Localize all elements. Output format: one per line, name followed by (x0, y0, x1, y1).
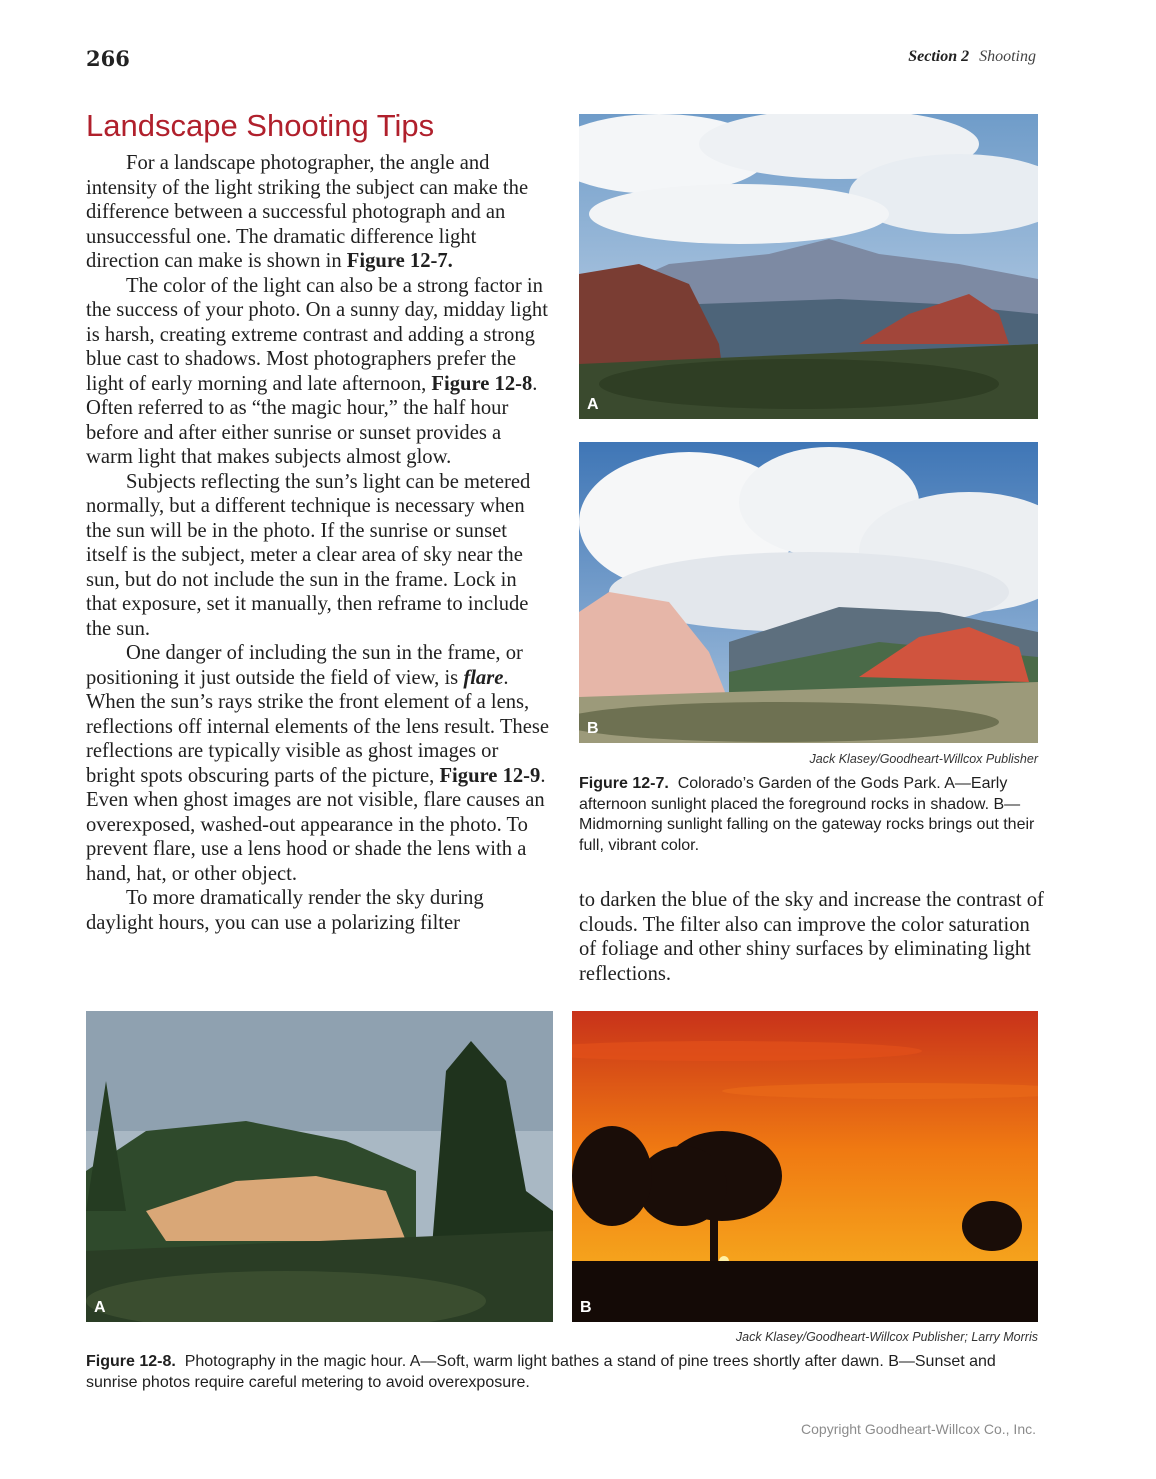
figure-12-7-label-a: A (587, 396, 599, 413)
figure-12-7-photo-b (579, 442, 1038, 743)
paragraph-2: The color of the light can also be a strong factor in the success of your photo. On a sunny day, midday light is harsh, creating extreme contrast and adding a strong blue cast to shadows. Most photographers prefer the light of early morning and late afternoon, Figure 12-8. Often referred to as “the magic hour,” the half hour before and after either sunrise or sunset provides a warm light that makes subjects almost glow. (86, 274, 548, 468)
figure-12-7-caption-title: Figure 12-7. (579, 775, 669, 792)
section-label: Section 2 (908, 48, 970, 65)
figure-ref-12-8: Figure 12-8 (431, 372, 533, 395)
figure-12-8-caption (86, 1352, 1046, 1393)
figure-12-8-credit: Jack Klasey/Goodheart-Willcox Publisher; Larry Morris (735, 1330, 1038, 1344)
figure-12-8-label-b: B (580, 1299, 592, 1316)
body-right-column (579, 888, 1049, 986)
figure-12-7-photo-a (579, 114, 1038, 419)
term-flare: flare (463, 666, 504, 689)
paragraph-5: To more dramatically render the sky during daylight hours, you can use a polarizing filter (86, 887, 484, 934)
paragraph-5-continued: to darken the blue of the sky and increase the contrast of clouds. The filter also can improve the color saturation of foliage and other shiny surfaces by eliminating light reflections. (579, 889, 1044, 985)
figure-ref-12-7: Figure 12-7. (346, 250, 453, 272)
figure-12-8-caption-text: Photography in the magic hour. A—Soft, warm light bathes a stand of pine trees shortly after dawn. B—Sunset and sunrise photos require careful metering to avoid overexposure. (86, 1353, 996, 1391)
running-head (908, 48, 1036, 66)
figure-12-8-photo-a (86, 1011, 553, 1322)
figure-ref-12-9: Figure 12-9 (439, 764, 541, 787)
figure-12-7-caption-text: Colorado’s Garden of the Gods Park. A—Early afternoon sunlight placed the foreground rocks in shadow. B—Midmorning sunlight falling on the gateway rocks brings out their full, vibrant color. (579, 775, 1035, 854)
figure-12-8-label-a: A (94, 1299, 106, 1316)
figure-12-7-caption (579, 774, 1041, 856)
section-title: Landscape Shooting Tips (86, 108, 435, 143)
figure-12-8-caption-title: Figure 12-8. (86, 1353, 176, 1370)
section-name: Shooting (979, 48, 1036, 65)
copyright-notice: Copyright Goodheart-Willcox Co., Inc. (801, 1421, 1036, 1437)
body-left-column (86, 151, 552, 935)
figure-12-8-photo-b (572, 1011, 1038, 1322)
paragraph-4: One danger of including the sun in the frame, or positioning it just outside the field of view, is flare. When the sun’s rays strike the front element of a lens, reflections off internal elements of the lens result. These reflections are typically visible as ghost images or bright spots obscuring parts of the picture, Figure 12-9. Even when ghost images are not visible, flare causes an overexposed, washed-out appearance in the photo. To prevent flare, use a lens hood or shade the lens with a hand, hat, or other object. (86, 642, 550, 885)
page-number: 266 (86, 46, 130, 71)
paragraph-1: For a landscape photographer, the angle and intensity of the light striking the subject can make the difference between a successful photograph and an unsuccessful one. The dramatic difference light direction can make is shown in Figure 12-7. (86, 152, 529, 272)
paragraph-3: Subjects reflecting the sun’s light can be metered normally, but a different technique is necessary when the sun will be in the photo. If the sunrise or sunset itself is the subject, meter a clear area of sky near the sun, but do not include the sun in the frame. Lock in that exposure, set it manually, then reframe to include the sun. (86, 470, 531, 640)
figure-12-7-label-b: B (587, 720, 599, 737)
figure-12-7-credit: Jack Klasey/Goodheart-Willcox Publisher (809, 752, 1038, 766)
